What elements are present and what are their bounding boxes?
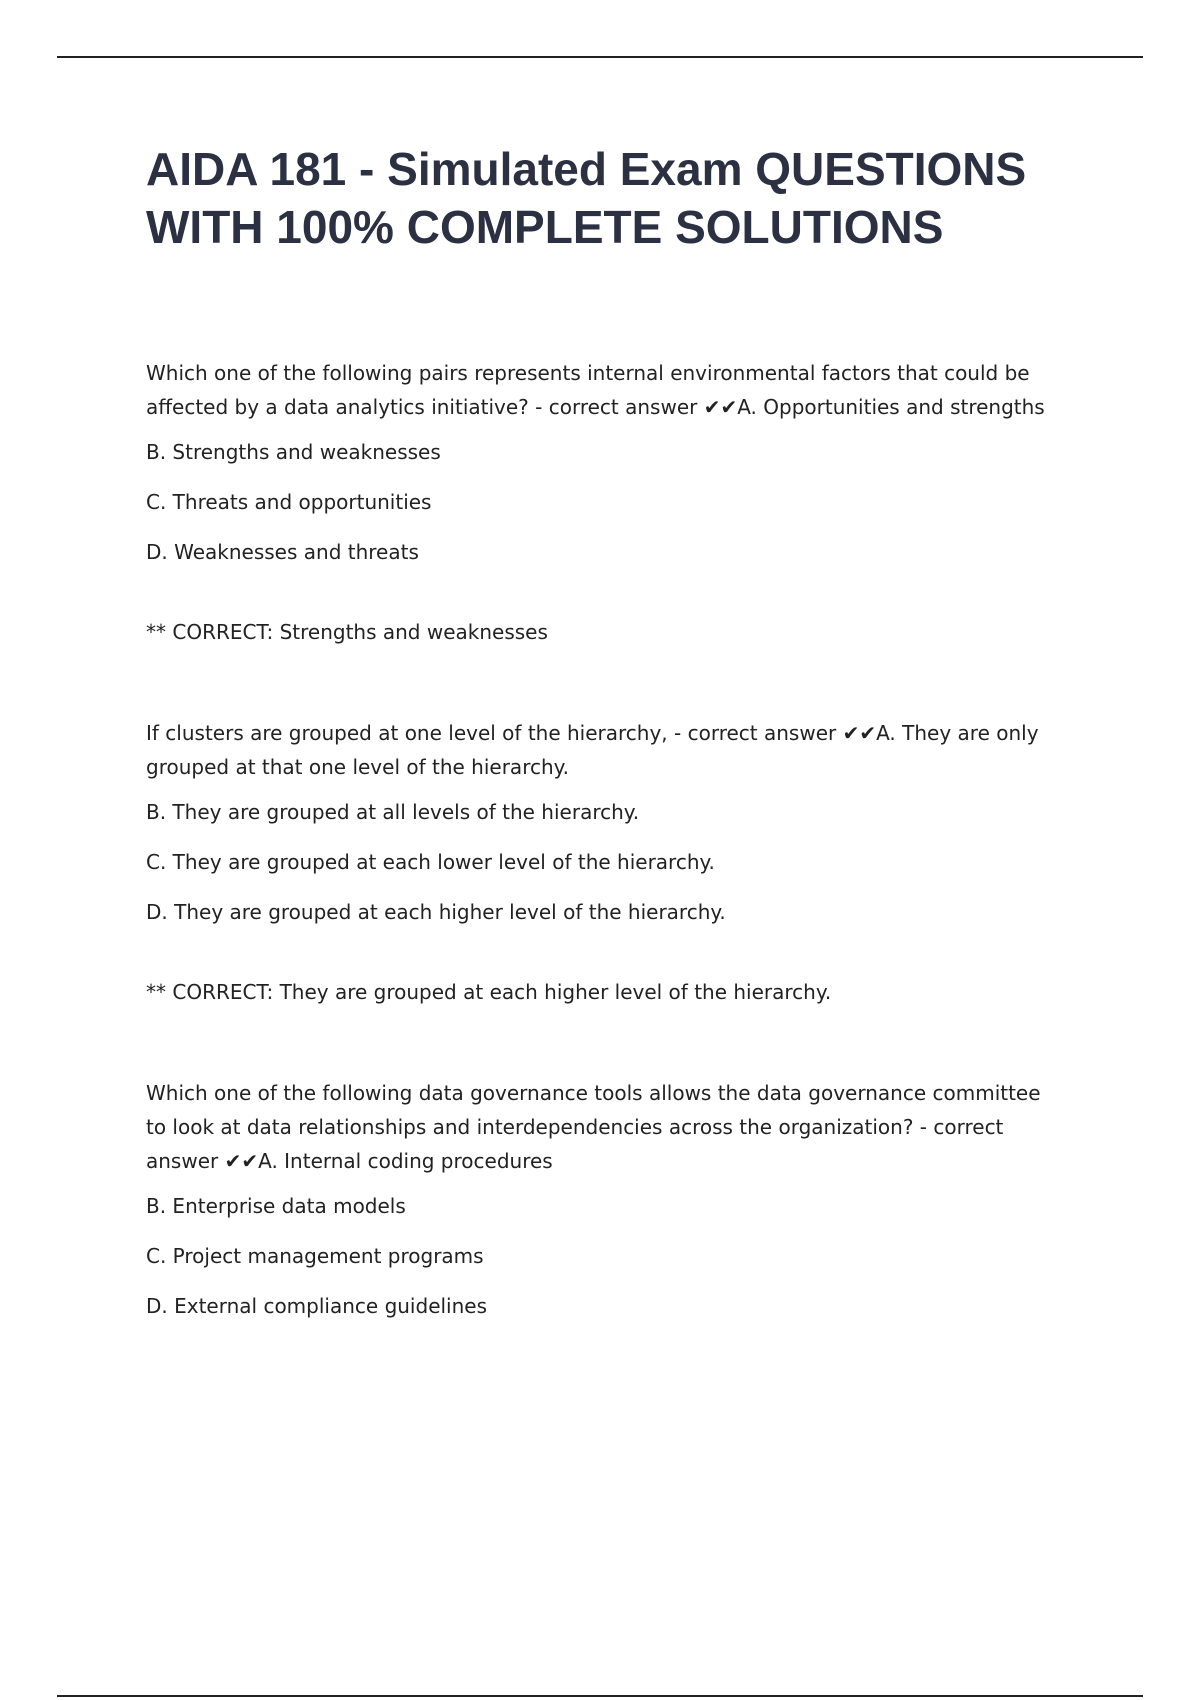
answer-option-b: B. Enterprise data models (146, 1194, 406, 1218)
question-text: Which one of the following data governance tools allows the data governance committee to look at data relationships and interdependencies across the organization? - correct answer ✔✔A. Internal coding procedures (146, 1081, 1041, 1173)
correct-answer-note: ** CORRECT: Strengths and weaknesses (146, 620, 548, 644)
top-divider (57, 56, 1143, 58)
bottom-divider (57, 1695, 1143, 1697)
answer-option-b: B. Strengths and weaknesses (146, 440, 441, 464)
answer-option-d: D. They are grouped at each higher level of the hierarchy. (146, 900, 726, 924)
answer-option-b: B. They are grouped at all levels of the hierarchy. (146, 800, 640, 824)
question-text: Which one of the following pairs represents internal environmental factors that could be affected by a data analytics initiative? - correct answer ✔✔A. Opportunities and strengths (146, 361, 1045, 419)
correct-answer-note: ** CORRECT: They are grouped at each higher level of the hierarchy. (146, 980, 832, 1004)
answer-option-c: C. Project management programs (146, 1244, 484, 1268)
document-title: AIDA 181 - Simulated Exam QUESTIONS WITH 100% COMPLETE SOLUTIONS (146, 143, 1027, 253)
answer-option-c: C. Threats and opportunities (146, 490, 432, 514)
answer-option-d: D. External compliance guidelines (146, 1294, 488, 1318)
answer-option-c: C. They are grouped at each lower level of the hierarchy. (146, 850, 715, 874)
question-1 (146, 356, 1066, 646)
question-3 (146, 1076, 1066, 1320)
answer-option-d: D. Weaknesses and threats (146, 540, 419, 564)
document-page (146, 140, 1066, 1342)
question-2 (146, 716, 1066, 1006)
question-text: If clusters are grouped at one level of the hierarchy, - correct answer ✔✔A. They are only grouped at that one level of the hierarchy. (146, 721, 1039, 779)
question-list (146, 356, 1066, 1320)
